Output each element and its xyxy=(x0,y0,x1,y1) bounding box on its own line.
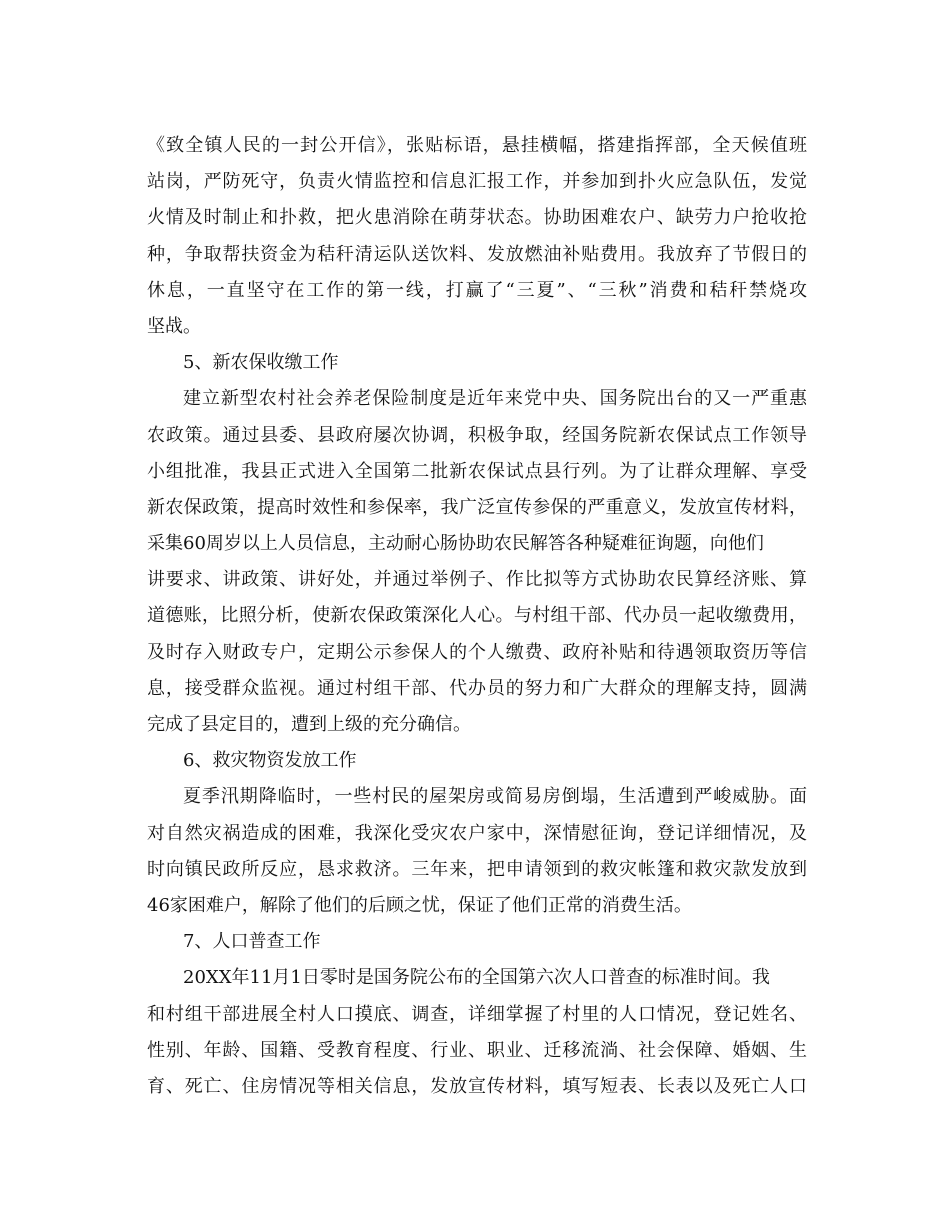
text-line: 和村组干部进展全村人口摸底、调查，详细掌握了村里的人口情况，登记姓名、 xyxy=(147,1003,807,1025)
text-line: 道德账，比照分析，使新农保政策深化人心。与村组干部、代办员一起收缴费用， xyxy=(147,605,807,627)
text-line: 讲要求、讲政策、讲好处，并通过举例子、作比拟等方式协助农民算经济账、算 xyxy=(147,569,807,591)
text-line: 20XX年11月1日零时是国务院公布的全国第六次人口普查的标准时间。我 xyxy=(183,967,770,989)
text-line: 性别、年龄、国籍、受教育程度、行业、职业、迁移流淌、社会保障、婚姻、生 xyxy=(147,1039,807,1061)
section-heading: 7、人口普查工作 xyxy=(183,931,321,953)
text-line: 完成了县定目的，遭到上级的充分确信。 xyxy=(147,714,471,735)
text-line: 种，争取帮扶资金为秸秆清运队送饮料、发放燃油补贴费用。我放弃了节假日的 xyxy=(147,243,807,265)
text-line: 小组批准，我县正式进入全国第二批新农保试点县行列。为了让群众理解、享受 xyxy=(147,460,807,482)
text-line: 建立新型农村社会养老保险制度是近年来党中央、国务院出台的又一严重惠 xyxy=(183,388,807,410)
text-line: 休息，一直坚守在工作的第一线，打赢了“三夏”、“三秋”消费和秸秆禁烧攻 xyxy=(147,279,807,301)
section-heading: 5、新农保收缴工作 xyxy=(183,352,339,374)
text-line: 46家困难户，解除了他们的后顾之忧，保证了他们正常的消费生活。 xyxy=(147,894,692,916)
text-line: 坚战。 xyxy=(147,315,201,337)
text-line: 及时存入财政专户，定期公示参保人的个人缴费、政府补贴和待遇领取资历等信 xyxy=(147,641,807,663)
text-line: 夏季汛期降临时，一些村民的屋架房或简易房倒塌，生活遭到严峻威胁。面 xyxy=(183,786,807,808)
text-line: 息，接受群众监视。通过村组干部、代办员的努力和广大群众的理解支持，圆满 xyxy=(147,677,807,699)
text-line: 对自然灾祸造成的困难，我深化受灾农户家中，深情慰征询，登记详细情况，及 xyxy=(147,822,807,844)
body-text xyxy=(147,128,807,1105)
text-line: 育、死亡、住房情况等相关信息，发放宣传材料，填写短表、长表以及死亡人口 xyxy=(147,1075,807,1097)
text-line: 站岗，严防死守，负责火情监控和信息汇报工作，并参加到扑火应急队伍，发觉 xyxy=(147,171,807,193)
section-heading: 6、救灾物资发放工作 xyxy=(183,750,357,772)
text-line: 时向镇民政所反应，恳求救济。三年来，把申请领到的救灾帐篷和救灾款发放到 xyxy=(147,858,807,880)
text-line: 《致全镇人民的一封公开信》，张贴标语，悬挂横幅，搭建指挥部，全天候值班 xyxy=(147,135,807,156)
text-line: 采集60周岁以上人员信息，主动耐心肠协助农民解答各种疑难征询题，向他们 xyxy=(147,533,764,555)
text-line: 农政策。通过县委、县政府屡次协调，积极争取，经国务院新农保试点工作领导 xyxy=(147,424,807,446)
text-line: 火情及时制止和扑救，把火患消除在萌芽状态。协助困难农户、缺劳力户抢收抢 xyxy=(147,207,807,229)
text-line: 新农保政策，提高时效性和参保率，我广泛宣传参保的严重意义，发放宣传材料， xyxy=(147,496,807,518)
